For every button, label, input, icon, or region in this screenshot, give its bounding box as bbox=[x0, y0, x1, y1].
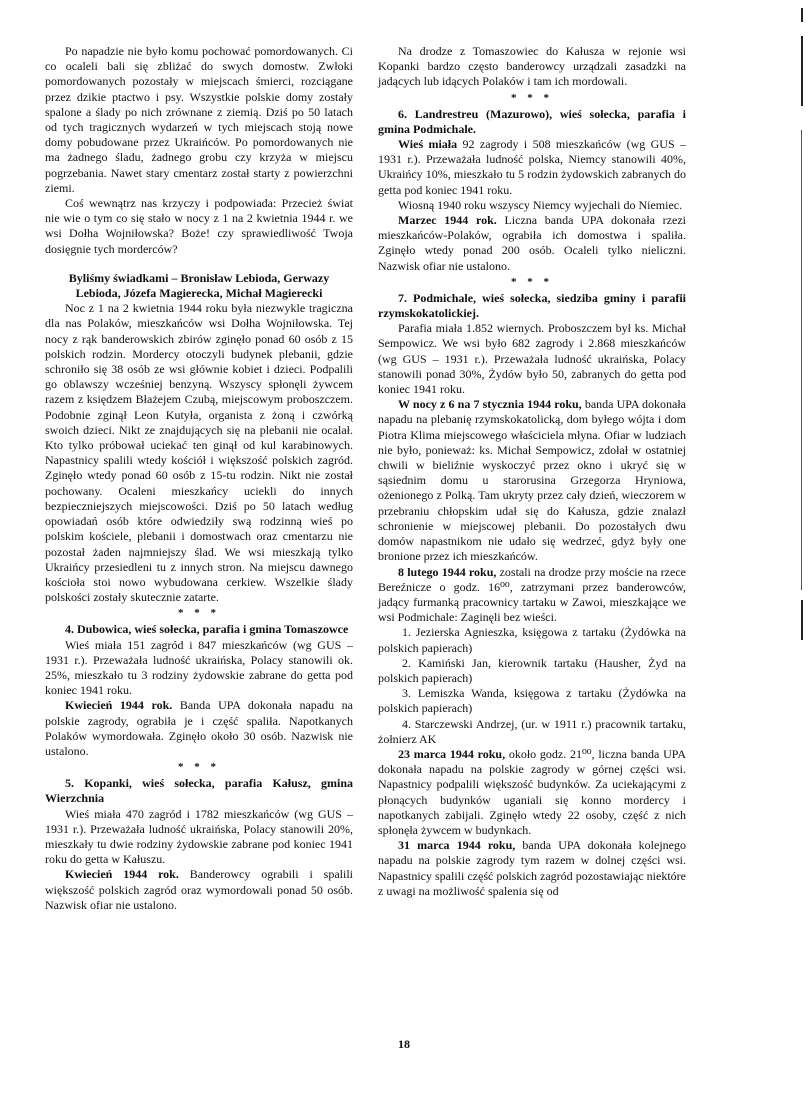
paragraph-text: banda UPA dokonała napadu na plebanię rzymskokatolicką, dom byłego wójta i dom Piotra Klima miejscowego właściciela młyna. Ofiar w ludziach nie było, ponieważ: ks. Michał Sempowicz, zdołał w ostatniej chwili w bieliźnie wyskoczyć przez okno i ukryć się w sąsiednim domu u starorusina Grzegorza Hryniowa, ożenionego z Polką. Tam ukryty przez cały dzień, wieczorem w przebraniu chłopskim udał się do Kałusza, gdzie znalazł schronienie w miejscowej plebanii. Do pozostałych dwu domów napastnikom nie udało się wedrzeć, gdyż były one bronione przez ich mieszkańców. bbox=[378, 397, 686, 564]
section-separator: * * * bbox=[511, 91, 553, 104]
scan-edge-mark bbox=[801, 36, 803, 106]
page-number: 18 bbox=[398, 1037, 410, 1051]
section-separator: * * * bbox=[178, 761, 220, 774]
left-column bbox=[45, 44, 353, 913]
date-lead: 31 marca 1944 roku, bbox=[398, 838, 516, 853]
section-separator: * * * bbox=[511, 275, 553, 288]
paragraph-text: Banderowcy ograbili i spalili większość polskich zagród oraz wymordowali ponad 50 osób. Nazwisk ofiar nie ustalono. bbox=[45, 867, 353, 912]
list-item: 1. Jezierska Agnieszka, księgowa z tartaku (Żydówka na polskich papierach) bbox=[378, 625, 686, 655]
paragraph: Na drodze z Tomaszowiec do Kałusza w rejonie wsi Kopanki bardzo często banderowcy urządzali zasadzki na jadących lub idących Polaków i tam ich mordowali. bbox=[378, 44, 686, 89]
scan-edge-mark bbox=[801, 600, 803, 640]
right-column bbox=[378, 44, 686, 899]
date-lead: 8 lutego 1944 roku, bbox=[398, 564, 497, 579]
date-lead: Marzec 1944 rok. bbox=[398, 213, 497, 228]
list-item: 4. Starczewski Andrzej, (ur. w 1911 r.) pracownik tartaku, żołnierz AK bbox=[378, 716, 686, 746]
paragraph bbox=[378, 565, 686, 626]
paragraph bbox=[378, 747, 686, 838]
list-item: 2. Kamiński Jan, kierownik tartaku (Hausher, Żyd na polskich papierach) bbox=[378, 655, 686, 685]
section-heading: 5. Kopanki, wieś sołecka, parafia Kałusz, gmina Wierzchnia bbox=[45, 776, 353, 806]
paragraph-text: 92 zagrody i 508 mieszkańców (wg GUS – 1931 r.). Przeważała ludność polska, Niemcy stanowili 40%, Ukraińcy 10%, mieszkało tu 5 rodzin żydowskich zabranych do getta pod koniec 1941 roku. bbox=[378, 137, 686, 197]
list-item: 3. Lemiszka Wanda, księgowa z tartaku (Żydówka na polskich papierach) bbox=[378, 686, 686, 716]
section-heading: 6. Landrestreu (Mazurowo), wieś sołecka, parafia i gmina Podmichale. bbox=[378, 106, 686, 136]
paragraph-text: banda UPA dokonała kolejnego napadu na polskie zagrody tym razem w dolnej części wsi. Napastnicy spalili część polskich zagród pozostawiając niektóre z uwagi na możliwość spalenia się od bbox=[378, 838, 687, 898]
paragraph-text: około godz. 21⁰⁰, liczna banda UPA dokonała napadu na polskie zagrody w górnej części wsi. Napastnicy podpalili większość budynków. Za uciekającymi z płonących budynków uganiali się konno mordercy i napotkanych zabijali. Zginęło wtedy 22 osoby, część z nich spłonęła żywcem w budynkach. bbox=[378, 746, 687, 837]
date-lead: Kwiecień 1944 rok. bbox=[65, 867, 179, 882]
section-heading: 4. Dubowica, wieś sołecka, parafia i gmina Tomaszowce bbox=[65, 622, 349, 637]
date-lead: 23 marca 1944 roku, bbox=[398, 746, 506, 761]
paragraph-text: Banda UPA dokonała napadu na polskie zagrody, ograbiła je i część spaliła. Napotkanych Polaków wymordowała. Zginęło około 30 osób. Nazwisk nie ustalono. bbox=[45, 698, 353, 758]
section-separator: * * * bbox=[178, 607, 220, 620]
paragraph bbox=[378, 137, 686, 198]
paragraph: Noc z 1 na 2 kwietnia 1944 roku była niezwykle tragiczna dla nas Polaków, mieszkańców wsi Dołha Wojniłowska. Tej nocy z rąk banderowskich zbirów zginęło ponad 60 osób z 15 polskich rodzin. Mordercy otoczyli budynek plebanii, gdzie schroniło się 38 osób ze wsi głównie kobiet i dzieci. Podpalili go oblawszy wcześniej benzyną. Wszyscy spłonęli żywcem razem z księdzem Błażejem Czubą, miejscowym proboszczem. Podobnie zginął Leon Kutyła, organista z żoną i czwórką swoich dzieci. Nikt ze znajdujących się na plebanii nie ocalał. Kto tylko próbował uciekać ten ginął od kul karabinowych. Napastnicy spalili wtedy kościół i większość polskich zagród. Zginęło wtedy ponad 60 osób z 15-tu rodzin. Nikt nie został pochowany. Ocaleni mieszkańcy uciekli do innych bezpieczniejszych miejscowości. Dziś po 50 latach według opowiadań osób które odwiedziły swą rodzinną wieś po polskim kościele, plebanii i domostwach oraz cmentarzu nie pozostał żaden najmniejszy ślad. We wsi mieszkają tylko Ukraińcy przesiedleni tu z innych stron. Na miejscu dawnego kościoła stoi nowo wybudowana cerkiew. Wszelkie ślady polskości zostały skutecznie zatarte. bbox=[45, 301, 353, 605]
section-heading: 7. Podmichale, wieś sołecka, siedziba gminy i parafii rzymskokatolickiej. bbox=[378, 290, 686, 321]
date-lead: Kwiecień 1944 rok. bbox=[65, 698, 173, 713]
paragraph bbox=[378, 838, 686, 899]
paragraph: Wiosną 1940 roku wszyscy Niemcy wyjechali do Niemiec. bbox=[398, 197, 683, 212]
paragraph: Parafia miała 1.852 wiernych. Proboszczem był ks. Michał Sempowicz. We wsi było 682 zagrody i 2.868 mieszkańców (wg GUS – 1931 r.). Przeważała ludność ukraińska, Polacy stanowili ponad 30%, Żydów było 50, zabranych do getta pod koniec 1941 roku. bbox=[378, 321, 686, 397]
witness-heading: Byliśmy świadkami – Bronisław Lebioda, Gerwazy Lebioda, Józefa Magierecka, Michał Magierecki bbox=[68, 270, 330, 301]
paragraph-text: Liczna banda UPA dokonała rzezi mieszkańców-Polaków, ograbiła ich domostwa i spaliła. Zginęło wtedy ponad 200 osób. Ocaleli tylko nieliczni. Nazwisk ofiar nie ustalono. bbox=[378, 213, 686, 273]
paragraph-text: zostali na drodze przy moście na rzece Bereźnicze o godz. 16⁰⁰, zatrzymani przez banderowców, jadący furmanką pracownicy tartaku w Zawoi, mieszkające we wsi Podmichale: Zaginęli bez wieści. bbox=[378, 564, 686, 625]
paragraph: Po napadzie nie było komu pochować pomordowanych. Ci co ocaleli bali się zbliżać do swych domostw. Zwłoki pomordowanych pozostały w miejscach śmierci, rozciągane przez dzikie ptactwo i psy. Wszystkie polskie domy zostały spalone a ślady po nich zrównane z ziemią. Dziś po 50 latach od tych tragicznych wydarzeń w tych miejscach stoją nowe domy pobudowane przez Ukraińców. Po pomordowanych nie ma żadnego śladu, żadnego grobu czy krzyża w miejscu pogrzebania. Nawet stary cmentarz został starty z powierzchni ziemi. bbox=[45, 44, 353, 195]
paragraph bbox=[45, 867, 353, 913]
scan-edge-mark bbox=[801, 8, 803, 22]
paragraph: Coś wewnątrz nas krzyczy i podpowiada: Przecież świat nie wie o tym co się stało w nocy z 1 na 2 kwietnia 1944 r. we wsi Dołha Wojniłowska? Boże! czy sprawiedliwość Twoja dosięgnie tych morderców? bbox=[45, 196, 353, 256]
paragraph bbox=[45, 698, 353, 759]
paragraph bbox=[378, 213, 686, 274]
scan-edge-mark bbox=[801, 130, 802, 590]
bold-lead: Wieś miała bbox=[398, 137, 458, 152]
date-lead: W nocy z 6 na 7 stycznia 1944 roku, bbox=[398, 397, 582, 412]
paragraph: Wieś miała 470 zagród i 1782 mieszkańców (wg GUS – 1931 r.). Przeważała ludność ukraińska, Polacy stanowili 20%, mieszkały tu dwie rodziny żydowskie zabrane pod koniec 1941 roku do getta w Kałuszu. bbox=[45, 806, 353, 867]
paragraph: Wieś miała 151 zagród i 847 mieszkańców (wg GUS – 1931 r.). Przeważała ludność ukraińska, Polacy stanowili ok. 25%, mieszkało tu 3 rodziny żydowskie zabrane do getta pod koniec 1941 roku. bbox=[45, 637, 353, 698]
paragraph bbox=[378, 397, 686, 564]
